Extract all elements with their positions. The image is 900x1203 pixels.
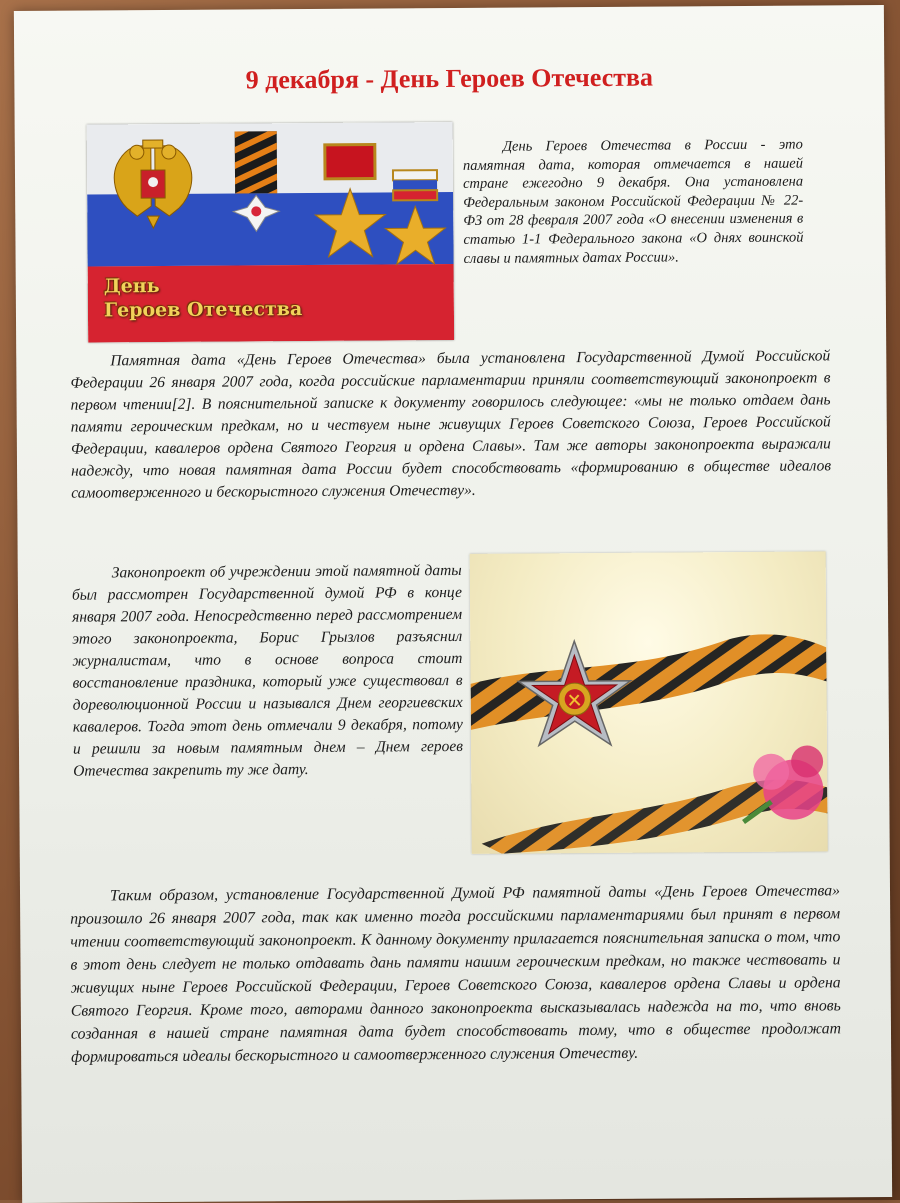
poster-caption	[104, 273, 344, 323]
paragraph-intro: День Героев Отечества в России - это памятная дата, которая отмечается в нашей стране ежегодно 9 декабря. Она установлена Федеральным законом Российской Федерации № 22-ФЗ от 28 февраля 2007 года «О внесении изменения в статью 1-1 Федерального закона «О днях воинской славы и памятных датах России».	[462, 136, 804, 267]
paragraph-duma-establishment: Памятная дата «День Героев Отечества» была установлена Государственной Думой Российской Федерации 26 января 2007 года, когда российские парламентарии приняли соответствующий законопроект в первом чтении[2]. В пояснительной записке к документу говорилось следующее: «мы не только отдаем дань памяти героическим предкам, но и чествуем ныне живущих Героев Советского Союза, Героев Российской Федерации, кавалеров ордена Святого Георгия и ордена Славы». Там же авторы законопроекта выражали надежду, что новая памятная дата России будет способствовать «формированию в обществе идеалов самоотверженного и бескорыстного служения Отечеству».	[70, 347, 832, 502]
st-george-cross-icon	[233, 131, 280, 231]
paragraph-conclusion: Таким образом, установление Государственной Думой РФ памятной даты «День Героев Отечества» произошло 26 января 2007 года, так как именно тогда российскими парламентариями был принят в первом чтении соответствующий законопроект. К данному документу прилагается пояснительная записка о том, что в этот день следует не только отдавать дань памяти нашим героическим предкам, но также чествовать и живущих ныне Героев Российской Федерации, Героев Советского Союза, кавалеров ордена Славы и ордена Святого Георгия. Кроме того, авторами данного законопроекта высказывалась надежда на то, что вновь созданная в нашей стране памятная дата будет способствовать тому, что в обществе продолжат формироваться идеалы бескорыстного и самоотверженного служения Отечеству.	[70, 882, 842, 1066]
poster-caption-line1: День	[103, 275, 160, 298]
heroes-day-poster	[87, 122, 455, 343]
hero-star-icon	[315, 144, 386, 256]
page-title: 9 декабря - День Героев Отечества	[245, 62, 654, 95]
hero-star-icon	[385, 170, 446, 264]
order-of-patriotic-war-icon	[518, 641, 631, 746]
order-ribbon-photo	[470, 551, 828, 853]
photo-illustration	[470, 551, 828, 853]
paragraph-gryzlov: Законопроект об учреждении этой памятной даты был рассмотрен Государственной думой РФ в конце января 2007 года. Непосредственно перед рассмотрением этого законопроекта, Борис Грызлов разъяснил журналистам, что в основе вопроса стоит восстановление праздника, который уже существовал в дореволюционной России и назывался Днем георгиевских кавалеров. Тогда этот день отмечали 9 декабря, потому и решили за новым памятным днем – Днем героев Отечества закрепить ту же дату.	[71, 561, 464, 780]
poster-caption-line2: Героев Отечества	[103, 298, 303, 322]
double-headed-eagle-icon	[114, 140, 192, 229]
st-george-ribbon-icon	[470, 634, 828, 854]
document-page	[14, 5, 892, 1203]
